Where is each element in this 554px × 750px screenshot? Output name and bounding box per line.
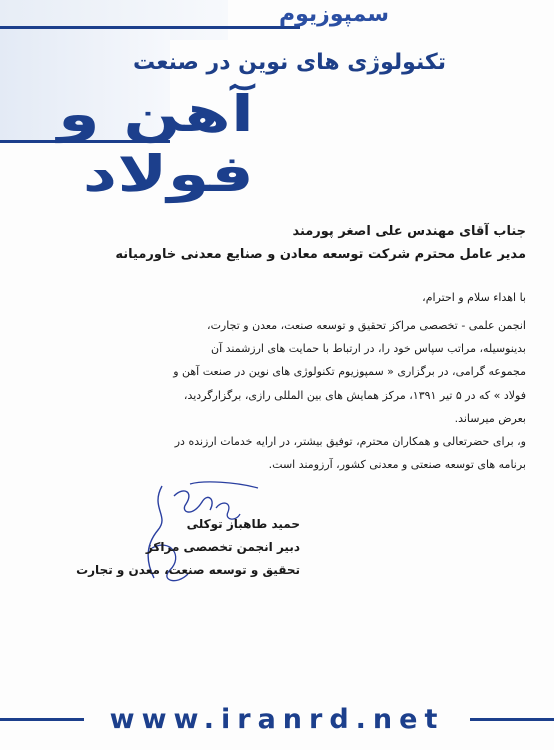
recipient-name: جناب آقای مهندس علی اصغر پورمند bbox=[292, 224, 526, 239]
header-symposium: سمپوزیوم bbox=[279, 2, 389, 27]
signatory-title-line1: دبیر انجمن تخصصی مراکز bbox=[145, 540, 300, 554]
letter-line: بعرض میرساند. bbox=[454, 411, 526, 425]
letter-body bbox=[26, 314, 526, 476]
letter-line: و، برای حضرتعالی و همکاران محترم، توفیق بیشتر، در ارایه خدمات ارزنده در bbox=[174, 435, 526, 449]
letter-line: انجمن علمی - تخصصی مراکز تحقیق و توسعه صنعت، معدن و تجارت، bbox=[207, 319, 526, 332]
header-subtitle: تکنولوژی های نوین در صنعت bbox=[132, 50, 446, 75]
signatory-name: حمید طاهباز توکلی bbox=[186, 517, 300, 531]
letter-line: بدینوسیله، مراتب سپاس خود را، در ارتباط با حمایت های ارزشمند آن bbox=[211, 342, 526, 356]
header-main-title: آهن و فولاد bbox=[57, 85, 254, 203]
header-rule-top bbox=[0, 26, 300, 29]
letter-line: فولاد » که در ۵ تیر ۱۳۹۱، مرکز همایش های بین المللی رازی، برگزارگردید، bbox=[183, 388, 526, 402]
footer-website-url: www.iranrd.net bbox=[109, 704, 445, 735]
recipient-title: مدیر عامل محترم شرکت توسعه معادن و صنایع معدنی خاورمیانه bbox=[115, 247, 526, 262]
letter-line: مجموعه گرامی، در برگزاری « سمپوزیوم تکنولوژی های نوین در صنعت آهن و bbox=[173, 365, 526, 379]
signatory-title-line2: تحقیق و توسعه صنعت، معدن و تجارت bbox=[76, 563, 300, 577]
letter-greeting: با اهداء سلام و احترام، bbox=[422, 291, 526, 304]
letter-line: برنامه های توسعه صنعتی و معدنی کشور، آرزومند است. bbox=[268, 458, 526, 472]
